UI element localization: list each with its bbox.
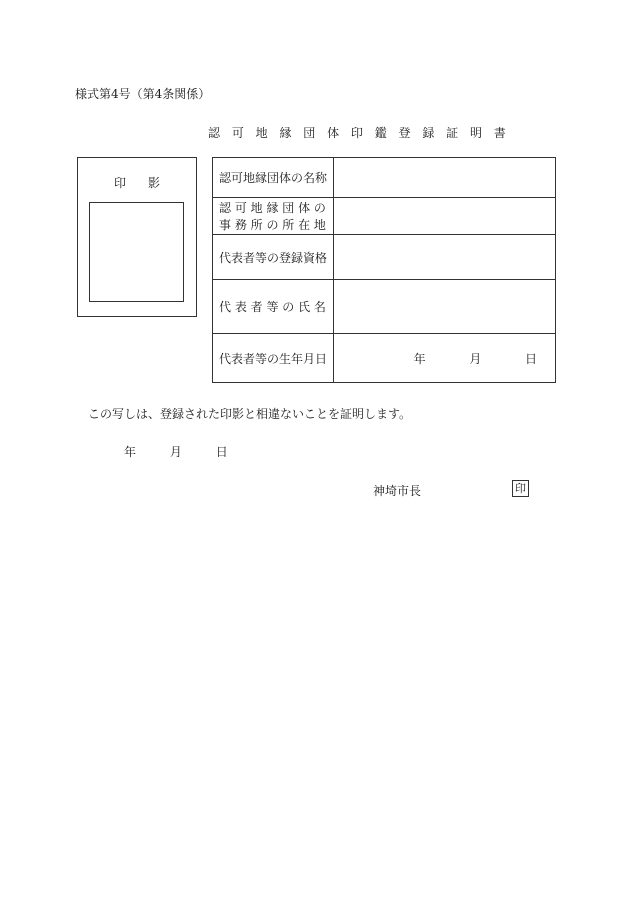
birth-month-label: 月 xyxy=(469,351,482,366)
issue-month-label: 月 xyxy=(169,445,182,459)
label-office-address-line2: 事 務 所 の 所 在 地 xyxy=(219,218,326,232)
label-representative-qualification: 代表者等の登録資格 xyxy=(213,235,334,280)
birth-year-label: 年 xyxy=(413,351,426,366)
seal-impression-label: 印影 xyxy=(113,176,182,190)
table-row xyxy=(213,235,556,280)
certification-statement: この写しは、登録された印影と相違ないことを証明します。 xyxy=(88,407,412,421)
table-row xyxy=(213,198,556,235)
issuer-name: 神埼市長 xyxy=(373,484,422,498)
table-row xyxy=(213,280,556,334)
form-number: 様式第4号（第4条関係） xyxy=(75,87,211,101)
label-group-name: 認可地縁団体の名称 xyxy=(213,158,334,198)
table-row xyxy=(213,158,556,198)
label-representative-birthdate: 代表者等の生年月日 xyxy=(213,334,334,383)
issue-year-label: 年 xyxy=(124,445,137,459)
value-representative-name xyxy=(334,280,556,334)
document-title: 認 可 地 縁 団 体 印 鑑 登 録 証 明 書 xyxy=(208,126,510,140)
registration-info-table xyxy=(212,157,556,383)
issue-day-label: 日 xyxy=(215,445,228,459)
seal-impression-area xyxy=(89,202,184,302)
label-office-address xyxy=(213,198,334,235)
seal-impression-box xyxy=(77,157,197,317)
value-representative-qualification xyxy=(334,235,556,280)
value-office-address xyxy=(334,198,556,235)
label-office-address-line1: 認 可 地 縁 団 体 の xyxy=(219,201,326,215)
birth-day-label: 日 xyxy=(524,351,537,366)
label-representative-name: 代 表 者 等 の 氏 名 xyxy=(213,280,334,334)
value-group-name xyxy=(334,158,556,198)
table-row xyxy=(213,334,556,383)
value-representative-birthdate xyxy=(334,334,556,383)
issue-date xyxy=(124,443,258,460)
issuer-seal-mark: 印 xyxy=(512,480,529,497)
